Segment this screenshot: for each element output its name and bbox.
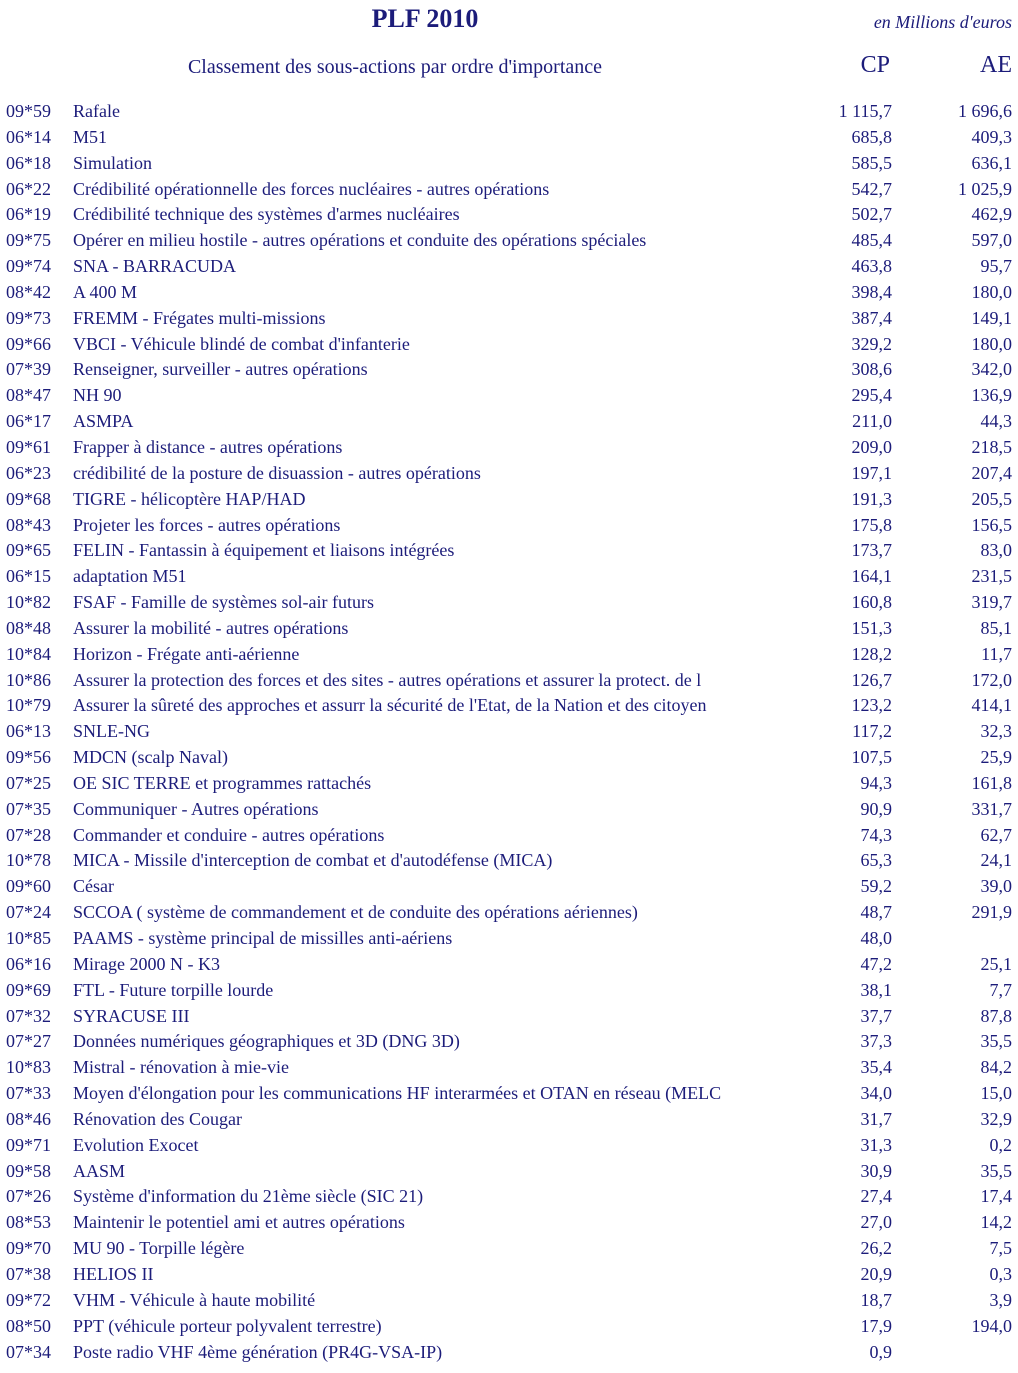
row-cp: 107,5 [851,747,892,768]
row-label: Renseigner, surveiller - autres opérations [73,359,368,380]
table-row [0,1262,1018,1288]
row-ae: 180,0 [971,333,1012,354]
row-cp: 685,8 [851,126,892,147]
row-ae: 14,2 [980,1212,1012,1233]
row-label: Maintenir le potentiel ami et autres opérations [73,1212,405,1233]
table-row [0,823,1018,849]
row-ae: 218,5 [971,436,1012,457]
row-code: 07*33 [6,1083,51,1104]
table-row [0,590,1018,616]
table-row [0,280,1018,306]
row-cp: 585,5 [851,152,892,173]
row-label: Assurer la sûreté des approches et assurr la sécurité de l'Etat, de la Nation et des citoyen [73,695,707,716]
row-code: 10*85 [6,928,51,948]
row-cp: 160,8 [851,592,892,613]
table-row [0,1055,1018,1081]
row-cp: 211,0 [852,411,892,432]
row-code: 06*14 [6,126,51,147]
row-ae: 156,5 [971,514,1012,535]
row-ae: 207,4 [971,462,1012,483]
table-row [0,642,1018,668]
table-row [0,693,1018,719]
row-ae: 95,7 [980,256,1012,277]
row-code: 06*13 [6,721,51,742]
row-cp: 295,4 [851,385,892,406]
row-cp: 175,8 [851,514,892,535]
row-cp: 65,3 [860,850,892,871]
row-label: Crédibilité technique des systèmes d'armes nucléaires [73,204,460,225]
row-label: MU 90 - Torpille légère [73,1238,245,1259]
row-label: TIGRE - hélicoptère HAP/HAD [73,488,306,509]
row-label: A 400 M [73,281,138,302]
row-ae: 11,7 [981,643,1012,664]
row-ae: 149,1 [971,307,1012,328]
row-label: Rafale [73,101,120,121]
row-code: 09*73 [6,307,51,328]
table-row [0,99,1018,125]
table-row [0,874,1018,900]
table-row [0,668,1018,694]
row-code: 09*68 [6,488,51,509]
row-cp: 1 115,7 [838,101,892,121]
row-label: crédibilité de la posture de disuassion - autres opérations [73,462,481,483]
row-code: 07*35 [6,798,51,819]
row-code: 06*23 [6,462,51,483]
row-code: 09*74 [6,256,51,277]
row-cp: 197,1 [851,462,892,483]
table-row [0,332,1018,358]
row-ae: 172,0 [971,669,1012,690]
row-cp: 0,9 [869,1341,892,1362]
row-code: 09*70 [6,1238,51,1259]
row-cp: 173,7 [851,540,892,561]
row-label: HELIOS II [73,1263,154,1284]
row-ae: 7,7 [989,979,1012,1000]
row-code: 06*22 [6,178,51,199]
table-row [0,409,1018,435]
row-label: Evolution Exocet [73,1134,199,1155]
row-cp: 17,9 [860,1315,892,1336]
row-cp: 502,7 [851,204,892,225]
table-row [0,719,1018,745]
row-label: César [73,876,114,897]
row-cp: 31,3 [860,1134,892,1155]
table-row [0,306,1018,332]
row-cp: 47,2 [860,953,892,974]
table-row [0,1340,1018,1366]
row-cp: 30,9 [860,1160,892,1181]
row-ae: 3,9 [989,1289,1012,1310]
table-row [0,1107,1018,1133]
row-ae: 414,1 [971,695,1012,716]
table-row [0,538,1018,564]
row-label: Commander et conduire - autres opérations [73,824,385,845]
row-code: 09*60 [6,876,51,897]
row-label: adaptation M51 [73,566,187,587]
row-label: Système d'information du 21ème siècle (SIC 21) [73,1186,424,1207]
table-row [0,177,1018,203]
unit-note: en Millions d'euros [873,12,1012,32]
row-cp: 74,3 [860,824,892,845]
row-label: OE SIC TERRE et programmes rattachés [73,772,372,793]
row-ae: 0,3 [989,1263,1012,1284]
row-cp: 18,7 [860,1289,892,1310]
table-row [0,952,1018,978]
row-ae: 636,1 [971,152,1012,173]
row-label: FELIN - Fantassin à équipement et liaisons intégrées [73,540,455,561]
row-code: 10*82 [6,592,51,613]
row-cp: 542,7 [851,178,892,199]
row-label: FSAF - Famille de systèmes sol-air futurs [73,592,374,613]
row-ae: 24,1 [980,850,1012,871]
row-ae: 462,9 [971,204,1012,225]
row-code: 09*75 [6,230,51,251]
row-code: 07*25 [6,772,51,793]
row-ae: 194,0 [971,1315,1012,1336]
row-label: Frapper à distance - autres opérations [73,436,343,457]
row-code: 07*26 [6,1186,51,1207]
row-label: Données numériques géographiques et 3D (DNG 3D) [73,1031,460,1052]
row-ae: 7,5 [989,1238,1012,1259]
row-cp: 191,3 [851,488,892,509]
row-cp: 31,7 [860,1108,892,1129]
row-code: 09*71 [6,1134,51,1155]
row-code: 09*66 [6,333,51,354]
table-row [0,461,1018,487]
row-label: NH 90 [73,385,122,406]
row-code: 07*32 [6,1005,51,1026]
row-code: 07*34 [6,1341,51,1362]
row-ae: 35,5 [980,1031,1012,1052]
subtitle: Classement des sous-actions par ordre d'importance [187,56,603,78]
row-code: 10*78 [6,850,51,871]
row-label: Projeter les forces - autres opérations [73,514,341,535]
row-label: Opérer en milieu hostile - autres opérations et conduite des opérations spéciales [73,230,647,251]
row-ae: 85,1 [980,617,1012,638]
row-cp: 126,7 [851,669,892,690]
table-row [0,383,1018,409]
table-row [0,1236,1018,1262]
row-cp: 27,0 [860,1212,892,1233]
row-label: SYRACUSE III [73,1005,190,1026]
row-label: PAAMS - système principal de missilles anti-aériens [73,928,453,948]
row-code: 09*61 [6,436,51,457]
row-cp: 37,3 [860,1031,892,1052]
table-row [0,1314,1018,1340]
row-ae: 35,5 [980,1160,1012,1181]
table-row [0,564,1018,590]
row-code: 09*72 [6,1289,51,1310]
row-ae: 0,2 [989,1134,1012,1155]
table-row [0,771,1018,797]
row-label: AASM [73,1160,126,1181]
row-label: SCCOA ( système de commandement et de conduite des opérations aériennes) [73,902,638,923]
row-code: 07*28 [6,824,51,845]
row-code: 08*42 [6,281,51,302]
row-cp: 94,3 [860,772,892,793]
row-code: 08*50 [6,1315,51,1336]
table-row [0,1081,1018,1107]
row-code: 09*59 [6,101,51,121]
row-cp: 48,7 [860,902,892,923]
table-row [0,1004,1018,1030]
table-row [0,900,1018,926]
row-cp: 463,8 [851,256,892,277]
row-label: ASMPA [73,411,134,432]
row-ae: 87,8 [980,1005,1012,1026]
row-label: Communiquer - Autres opérations [73,798,319,819]
table-row [0,125,1018,151]
table-row [0,926,1018,952]
row-cp: 123,2 [851,695,892,716]
row-label: Horizon - Frégate anti-aérienne [73,643,300,664]
table-row [0,151,1018,177]
row-ae: 161,8 [971,772,1012,793]
row-cp: 485,4 [851,230,892,251]
row-label: Assurer la protection des forces et des sites - autres opérations et assurer la protect. de l [73,669,702,690]
row-code: 09*58 [6,1160,51,1181]
row-ae: 25,1 [980,953,1012,974]
row-code: 08*43 [6,514,51,535]
row-label: PPT (véhicule porteur polyvalent terrestre) [73,1315,382,1336]
row-cp: 59,2 [860,876,892,897]
table-row [0,1029,1018,1055]
data-table [0,99,1018,1365]
row-label: Crédibilité opérationnelle des forces nucléaires - autres opérations [73,178,550,199]
table-row [0,978,1018,1004]
row-code: 06*18 [6,152,51,173]
row-label: Assurer la mobilité - autres opérations [73,617,349,638]
row-code: 09*69 [6,979,51,1000]
row-cp: 387,4 [851,307,892,328]
table-row [0,1133,1018,1159]
row-code: 08*47 [6,385,51,406]
row-code: 08*53 [6,1212,51,1233]
column-header-ae: AE [980,52,1012,78]
row-code: 06*15 [6,566,51,587]
row-label: SNLE-NG [73,721,150,742]
table-row [0,1184,1018,1210]
row-label: Rénovation des Cougar [73,1108,242,1129]
row-cp: 48,0 [860,928,892,948]
row-cp: 398,4 [851,281,892,302]
row-code: 09*65 [6,540,51,561]
row-ae: 32,3 [980,721,1012,742]
row-label: Mistral - rénovation à mie-vie [73,1057,289,1078]
row-ae: 342,0 [971,359,1012,380]
row-ae: 136,9 [971,385,1012,406]
row-code: 06*17 [6,411,51,432]
table-row [0,745,1018,771]
row-ae: 331,7 [971,798,1012,819]
table-row [0,435,1018,461]
table-row [0,797,1018,823]
row-ae: 83,0 [980,540,1012,561]
row-code: 07*27 [6,1031,51,1052]
row-ae: 291,9 [971,902,1012,923]
row-ae: 1 025,9 [958,178,1012,199]
row-cp: 209,0 [851,436,892,457]
row-code: 08*46 [6,1108,51,1129]
column-header-cp: CP [860,52,890,78]
row-cp: 34,0 [860,1083,892,1104]
row-label: M51 [73,126,108,147]
row-ae: 44,3 [980,411,1012,432]
row-code: 10*83 [6,1057,51,1078]
row-ae: 409,3 [971,126,1012,147]
row-label: FREMM - Frégates multi-missions [73,307,326,328]
row-label: Mirage 2000 N - K3 [73,953,220,974]
row-cp: 90,9 [860,798,892,819]
table-row [0,202,1018,228]
row-cp: 151,3 [851,617,892,638]
row-code: 06*19 [6,204,51,225]
row-code: 07*24 [6,902,51,923]
row-code: 09*56 [6,747,51,768]
row-ae: 15,0 [980,1083,1012,1104]
table-row [0,616,1018,642]
table-row [0,848,1018,874]
row-code: 10*79 [6,695,51,716]
row-code: 07*38 [6,1263,51,1284]
row-cp: 128,2 [851,643,892,664]
row-ae: 1 696,6 [958,101,1012,121]
row-ae: 32,9 [980,1108,1012,1129]
table-row [0,228,1018,254]
page-title: PLF 2010 [371,4,479,33]
row-cp: 329,2 [851,333,892,354]
table-row [0,1288,1018,1314]
row-label: Poste radio VHF 4ème génération (PR4G-VSA-IP) [73,1341,443,1362]
row-cp: 308,6 [851,359,892,380]
table-row [0,487,1018,513]
row-ae: 84,2 [980,1057,1012,1078]
row-code: 10*86 [6,669,51,690]
row-ae: 205,5 [971,488,1012,509]
row-label: VHM - Véhicule à haute mobilité [73,1289,316,1310]
row-cp: 20,9 [860,1263,892,1284]
row-cp: 164,1 [851,566,892,587]
row-code: 08*48 [6,617,51,638]
row-code: 10*84 [6,643,51,664]
row-label: MDCN (scalp Naval) [73,747,228,768]
table-row [0,1210,1018,1236]
table-row [0,357,1018,383]
row-ae: 25,9 [980,747,1012,768]
row-cp: 38,1 [860,979,892,1000]
row-cp: 117,2 [852,721,892,742]
row-code: 06*16 [6,953,51,974]
table-row [0,513,1018,539]
row-ae: 319,7 [971,592,1012,613]
row-cp: 35,4 [860,1057,892,1078]
row-code: 07*39 [6,359,51,380]
row-ae: 39,0 [980,876,1012,897]
row-ae: 180,0 [971,281,1012,302]
row-label: Simulation [73,152,153,173]
row-label: FTL - Future torpille lourde [73,979,274,1000]
table-row [0,1159,1018,1185]
row-cp: 26,2 [860,1238,892,1259]
row-label: SNA - BARRACUDA [73,256,237,277]
table-row [0,254,1018,280]
row-label: Moyen d'élongation pour les communications HF interarmées et OTAN en réseau (MELC [73,1083,722,1104]
row-ae: 597,0 [971,230,1012,251]
row-cp: 37,7 [860,1005,892,1026]
row-ae: 231,5 [971,566,1012,587]
row-ae: 17,4 [980,1186,1012,1207]
row-label: VBCI - Véhicule blindé de combat d'infanterie [73,333,410,354]
row-cp: 27,4 [860,1186,892,1207]
row-ae: 62,7 [980,824,1012,845]
row-label: MICA - Missile d'interception de combat et d'autodéfense (MICA) [73,850,553,871]
